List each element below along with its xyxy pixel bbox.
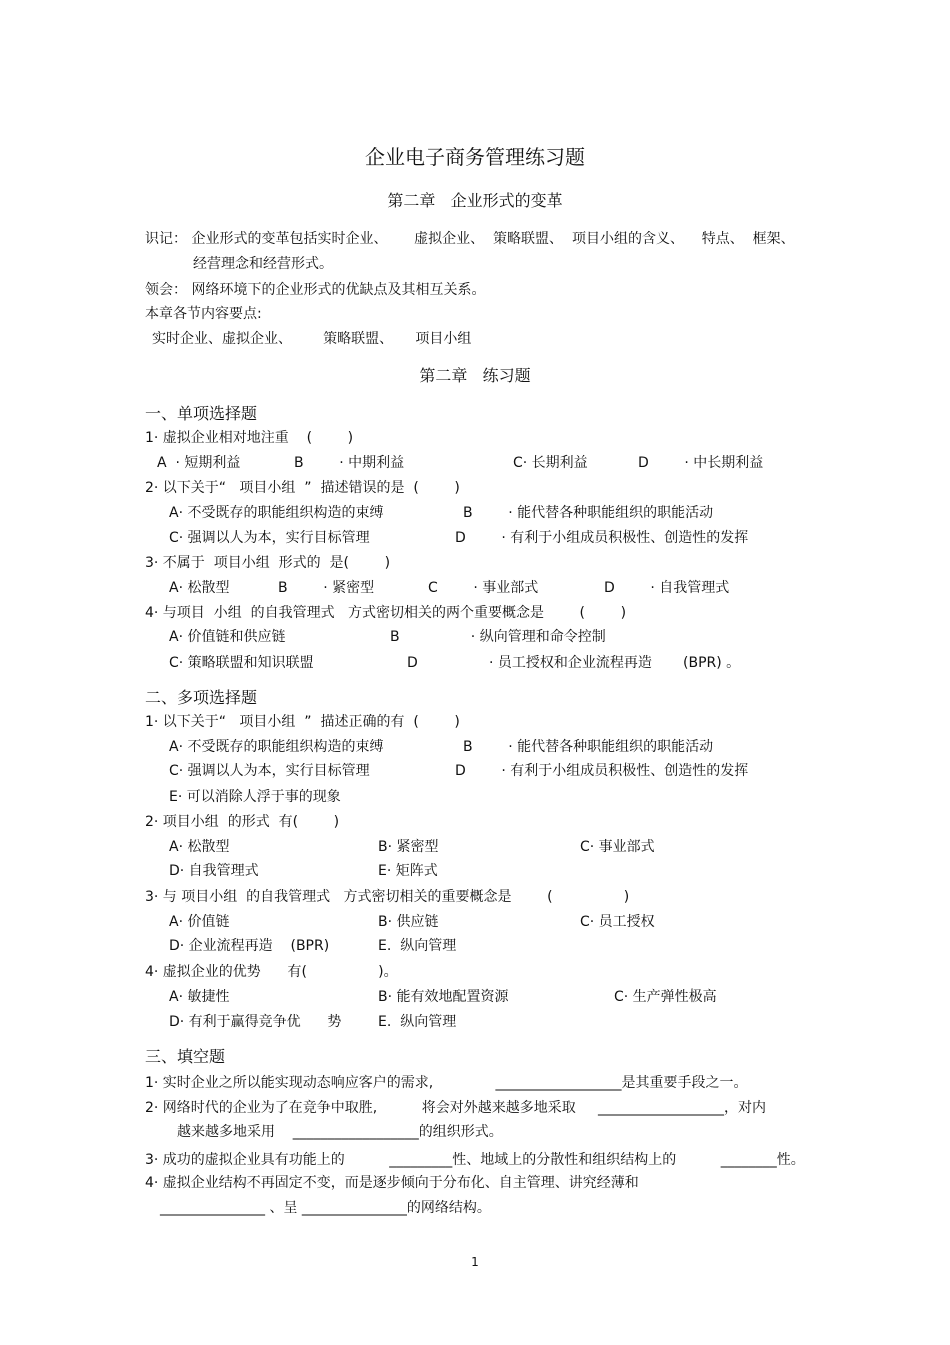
fill-question-continued: 越来越多地采用 __________________的组织形式。 — [177, 1124, 503, 1140]
option-a: A · 短期利益 — [157, 455, 241, 471]
option-d: D · 自我管理式 — [604, 580, 730, 596]
option-c: C· 生产弹性极高 — [614, 989, 717, 1005]
option-a: A· 不受既存的职能组织构造的束缚 — [169, 739, 384, 755]
question-stem: 1· 虚拟企业相对地注重 ( ) — [145, 430, 354, 446]
fill-question: 4· 虚拟企业结构不再固定不变，而是逐步倾向于分布化、自主管理、讲究经薄和 — [145, 1175, 639, 1191]
question-stem: 2· 以下关于“ 项目小组 ” 描述错误的是 ( ) — [145, 480, 460, 496]
option-b: B · 能代替各种职能组织的职能活动 — [463, 739, 714, 755]
question-stem: 4· 与项目 小组 的自我管理式 方式密切相关的两个重要概念是 ( ) — [145, 605, 627, 621]
question-stem: 2· 项目小组 的形式 有( ) — [145, 814, 340, 830]
page-number: 1 — [471, 1255, 479, 1269]
option-d: D· 企业流程再造 (BPR) — [169, 938, 330, 954]
fill-question: 2· 网络时代的企业为了在竞争中取胜, 将会对外越来越多地采取 __________________，对内 — [145, 1100, 767, 1116]
option-b: B · 能代替各种职能组织的职能活动 — [463, 505, 714, 521]
option-b: B · 纵向管理和命令控制 — [390, 629, 606, 645]
question-stem: 1· 以下关于“ 项目小组 ” 描述正确的有 ( ) — [145, 714, 460, 730]
fill-question: 3· 成功的虚拟企业具有功能上的 _________性、地域上的分散性和组织结构上的 ________性。 — [145, 1152, 805, 1168]
option-c: C· 员工授权 — [580, 914, 655, 930]
option-b: B· 能有效地配置资源 — [378, 989, 509, 1005]
option-a: A· 敏捷性 — [169, 989, 230, 1005]
intro-line: 经营理念和经营形式。 — [193, 256, 333, 272]
option-a: A· 价值链 — [169, 914, 230, 930]
question-stem: 3· 与 项目小组 的自我管理式 方式密切相关的重要概念是 ( ) — [145, 889, 630, 905]
option-c: C· 强调以人为本，实行目标管理 — [169, 763, 370, 779]
option-a: A· 松散型 — [169, 839, 230, 855]
option-d: D · 员工授权和企业流程再造 (BPR) 。 — [407, 655, 741, 671]
fill-question: 1· 实时企业之所以能实现动态响应客户的需求, __________________是其重要手段之一。 — [145, 1075, 748, 1091]
option-a: A· 不受既存的职能组织构造的束缚 — [169, 505, 384, 521]
option-d: D · 有利于小组成员积极性、创造性的发挥 — [455, 530, 749, 546]
intro-line: 实时企业、虚拟企业、 策略联盟、 项目小组 — [152, 331, 472, 347]
option-b: B· 供应链 — [378, 914, 439, 930]
intro-line: 本章各节内容要点: — [145, 306, 262, 322]
option-d: D· 有利于赢得竞争优 势 — [169, 1014, 342, 1030]
option-d: D · 中长期利益 — [638, 455, 764, 471]
question-stem: 4· 虚拟企业的优势 有( )。 — [145, 964, 398, 980]
option-c: C · 事业部式 — [428, 580, 539, 596]
option-b: B· 紧密型 — [378, 839, 439, 855]
option-c: C· 事业部式 — [580, 839, 655, 855]
option-e: E. 纵向管理 — [378, 938, 457, 954]
option-b: B · 紧密型 — [278, 580, 375, 596]
section-heading-fill: 三、填空题 — [145, 1047, 226, 1066]
option-c: C· 策略联盟和知识联盟 — [169, 655, 314, 671]
question-stem: 3· 不属于 项目小组 形式的 是( ) — [145, 555, 391, 571]
option-e: E· 矩阵式 — [378, 863, 438, 879]
intro-line: 识记： 企业形式的变革包括实时企业、 虚拟企业、 策略联盟、 项目小组的含义、 特点、 框架、 — [145, 231, 795, 247]
exercise-title: 第二章 练习题 — [419, 366, 531, 385]
section-heading-single: 一、单项选择题 — [145, 404, 258, 423]
chapter-title: 第二章 企业形式的变革 — [387, 191, 563, 210]
option-e: E· 可以消除人浮于事的现象 — [169, 789, 341, 805]
option-c: C· 长期利益 — [513, 455, 588, 471]
fill-question-continued: _______________ 、呈 _______________的网络结构。 — [160, 1200, 491, 1216]
title: 企业电子商务管理练习题 — [365, 145, 585, 169]
option-a: A· 价值链和供应链 — [169, 629, 286, 645]
option-e: E. 纵向管理 — [378, 1014, 457, 1030]
option-d: D· 自我管理式 — [169, 863, 259, 879]
option-d: D · 有利于小组成员积极性、创造性的发挥 — [455, 763, 749, 779]
section-heading-multi: 二、多项选择题 — [145, 688, 258, 707]
option-a: A· 松散型 — [169, 580, 230, 596]
intro-line: 领会： 网络环境下的企业形式的优缺点及其相互关系。 — [145, 282, 486, 298]
option-b: B · 中期利益 — [294, 455, 405, 471]
option-c: C· 强调以人为本，实行目标管理 — [169, 530, 370, 546]
